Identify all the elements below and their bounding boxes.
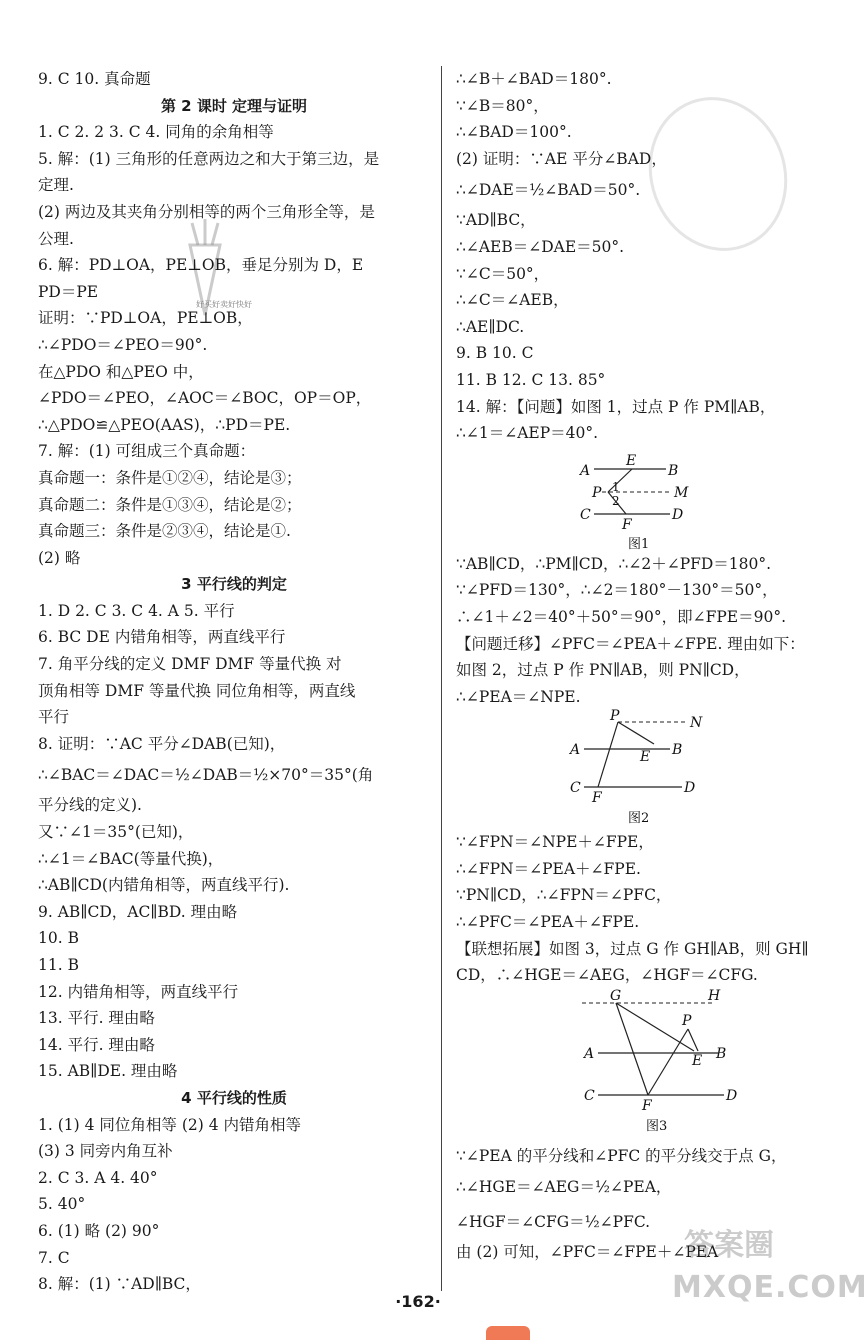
- fig3-label-F: F: [642, 1097, 652, 1114]
- answer-line: ∵∠C＝50°，: [456, 264, 550, 283]
- corner-watermark-url: MXQE.COM: [672, 1270, 868, 1305]
- right-block-a: [456, 70, 828, 443]
- corner-watermark-logo: 答案圈: [684, 1228, 774, 1263]
- column-divider: [441, 66, 442, 1291]
- fig3-label-E: E: [692, 1052, 703, 1069]
- answer-line: 又∵∠1＝35°(已知)，: [38, 823, 194, 842]
- mascot-watermark-text: 好买好卖好快好: [196, 300, 252, 309]
- answer-line: ∵AB∥CD，∴PM∥CD，∴∠2＋∠PFD＝180°.: [456, 554, 772, 573]
- answer-line: 真命题二：条件是①③④，结论是②；: [38, 495, 302, 514]
- answer-line: 顶角相等 DMF 等量代换 同位角相等，两直线: [38, 681, 356, 700]
- answer-line: ∴∠AEB＝∠DAE＝50°.: [456, 237, 625, 256]
- answer-line: ∴AE∥DC.: [456, 317, 525, 336]
- answer-line: 5. 解：(1) 三角形的任意两边之和大于第三边，是: [38, 149, 380, 168]
- fig1-label-M: M: [674, 484, 689, 501]
- answer-line: 11. B 12. C 13. 85°: [456, 370, 606, 389]
- fig3-label-C: C: [584, 1087, 595, 1104]
- right-column: [456, 70, 828, 1270]
- right-block-b: [456, 555, 828, 707]
- answer-line: 9. B 10. C: [456, 344, 534, 363]
- answer-line: 1. C 2. 2 3. C 4. 同角的余角相等: [38, 123, 274, 142]
- answer-line: 由 (2) 可知，∠PFC＝∠FPE＋∠PEA: [456, 1243, 719, 1262]
- answer-line: (3) 3 同旁内角互补: [38, 1142, 173, 1161]
- fig1-label-E: E: [626, 452, 637, 469]
- fig1-label-P: P: [592, 484, 602, 501]
- fig1-label-A: A: [580, 462, 591, 479]
- answer-line: 定理.: [38, 176, 74, 195]
- fig3-caption: 图3: [646, 1118, 668, 1134]
- answer-line: ∵∠FPN＝∠NPE＋∠FPE，: [456, 833, 654, 852]
- answer-line: 8. 证明：∵AC 平分∠DAB(已知)，: [38, 734, 286, 753]
- answer-line: ∵∠B＝80°，: [456, 96, 549, 115]
- answer-line: 7. C: [38, 1248, 70, 1267]
- answer-line: 证明：∵PD⊥OA，PE⊥OB，: [38, 309, 253, 328]
- fig3-label-G: G: [610, 987, 622, 1004]
- fig3-label-H: H: [708, 987, 721, 1004]
- answer-line: 9. AB∥CD，AC∥BD. 理由略: [38, 902, 238, 921]
- answer-line: 1. D 2. C 3. C 4. A 5. 平行: [38, 601, 235, 620]
- answer-line: ∴△PDO≌△PEO(AAS)，∴PD＝PE.: [38, 415, 291, 434]
- fig2-caption: 图2: [628, 811, 650, 827]
- answer-line: 11. B: [38, 956, 79, 974]
- fig2-label-F: F: [592, 790, 602, 807]
- answer-line: ∠HGF＝∠CFG＝½∠PFC.: [456, 1213, 651, 1232]
- answer-line: 15. AB∥DE. 理由略: [38, 1062, 178, 1081]
- fig2-label-N: N: [690, 715, 703, 732]
- fig1-label-F: F: [622, 516, 632, 533]
- answer-line: 8. 解：(1) ∵AD∥BC，: [38, 1275, 201, 1294]
- answer-line: 6. 解：PD⊥OA，PE⊥OB，垂足分别为 D，E: [38, 256, 364, 275]
- answer-line: ∴∠C＝∠AEB，: [456, 291, 569, 310]
- fig2-label-P: P: [610, 708, 620, 725]
- answer-line: ∴∠PDO＝∠PEO＝90°.: [38, 335, 208, 354]
- fig2-label-A: A: [570, 742, 581, 759]
- fig3-label-B: B: [716, 1045, 727, 1062]
- answer-line: ∴∠B＋∠BAD＝180°.: [456, 70, 612, 88]
- fig2-label-D: D: [684, 780, 696, 797]
- answer-line: 公理.: [38, 229, 74, 248]
- fig2-label-E: E: [640, 749, 651, 766]
- fig1-caption: 图1: [628, 536, 650, 552]
- answer-line: 真命题三：条件是②③④，结论是①.: [38, 522, 291, 541]
- answer-line: PD＝PE: [38, 282, 99, 301]
- fig3-label-D: D: [726, 1087, 738, 1104]
- section-heading: 4 平行线的性质: [181, 1088, 287, 1107]
- answer-line: 5. 40°: [38, 1195, 86, 1214]
- figure-2: [456, 708, 828, 829]
- right-block-d: [456, 1147, 828, 1263]
- answer-line: (2) 两边及其夹角分别相等的两个三角形全等，是: [38, 202, 375, 221]
- fig1-label-D: D: [672, 506, 684, 523]
- answer-line: ∴∠1＝∠BAC(等量代换)，: [38, 849, 224, 868]
- answer-line: (2) 证明：∵AE 平分∠BAD，: [456, 149, 667, 168]
- answer-line: 1. (1) 4 同位角相等 (2) 4 内错角相等: [38, 1115, 301, 1134]
- answer-line: 在△PDO 和△PEO 中，: [38, 362, 204, 381]
- answer-line: ∵∠PFD＝130°，∴∠2＝180°－130°＝50°，: [456, 581, 778, 600]
- fig1-label-C: C: [580, 506, 591, 523]
- answer-line: ∴∠HGE＝∠AEG＝½∠PEA，: [456, 1178, 672, 1197]
- answer-line: 7. 角平分线的定义 DMF DMF 等量代换 对: [38, 655, 342, 674]
- fig1-label-two: 2: [612, 493, 620, 508]
- answer-line: ∴∠PFC＝∠PEA＋∠FPE.: [456, 913, 640, 932]
- answer-line: ∴∠1＋∠2＝40°＋50°＝90°，即∠FPE＝90°.: [456, 607, 787, 626]
- answer-line: 12. 内错角相等，两直线平行: [38, 982, 239, 1001]
- answer-line: (2) 略: [38, 548, 81, 567]
- answer-line: 14. 解：【问题】如图 1，过点 P 作 PM∥AB，: [456, 397, 776, 416]
- right-block-c: [456, 833, 828, 985]
- answer-line: ∴AB∥CD(内错角相等，两直线平行).: [38, 876, 290, 895]
- answer-line: 平行: [38, 708, 70, 727]
- answer-line: 9. C 10. 真命题: [38, 70, 151, 88]
- page-number: ·162·: [395, 1292, 441, 1311]
- answer-line: 10. B: [38, 929, 79, 948]
- answer-line: ∴∠DAE＝½∠BAD＝50°.: [456, 181, 641, 200]
- figure-3: [456, 987, 828, 1143]
- fig3-label-A: A: [584, 1045, 595, 1062]
- fig2-label-C: C: [570, 780, 581, 797]
- answer-line: CD，∴∠HGE＝∠AEG，∠HGF＝∠CFG.: [456, 966, 758, 985]
- fig1-label-one: 1: [612, 479, 620, 494]
- fig1-label-B: B: [668, 462, 679, 479]
- answer-line: 14. 平行. 理由略: [38, 1035, 155, 1054]
- left-column: [38, 70, 430, 1302]
- figure-1: [456, 451, 828, 551]
- answer-line: ∵AD∥BC，: [456, 211, 536, 230]
- fig3-label-P: P: [682, 1012, 692, 1029]
- answer-line: ∴∠1＝∠AEP＝40°.: [456, 424, 599, 443]
- fig2-label-B: B: [672, 742, 683, 759]
- answer-line: 6. BC DE 内错角相等，两直线平行: [38, 628, 286, 647]
- section-heading: 3 平行线的判定: [181, 575, 287, 594]
- answer-line: 【问题迁移】∠PFC＝∠PEA＋∠FPE. 理由如下：: [456, 634, 805, 653]
- answer-line: 6. (1) 略 (2) 90°: [38, 1221, 160, 1240]
- answer-line: 如图 2，过点 P 作 PN∥AB，则 PN∥CD，: [456, 661, 750, 680]
- answer-line: ∴∠BAC＝∠DAC＝½∠DAB＝½×70°＝35°(角: [38, 766, 374, 785]
- answer-line: 平分线的定义).: [38, 796, 142, 815]
- answer-line: ∴∠FPN＝∠PEA＋∠FPE.: [456, 859, 641, 878]
- answer-line: 2. C 3. A 4. 40°: [38, 1168, 158, 1187]
- answer-line: 真命题一：条件是①②④，结论是③；: [38, 468, 302, 487]
- answer-line: 13. 平行. 理由略: [38, 1009, 155, 1028]
- answer-line: ∠PDO＝∠PEO，∠AOC＝∠BOC，OP＝OP，: [38, 389, 372, 408]
- answer-line: 7. 解：(1) 可组成三个真命题：: [38, 442, 256, 461]
- answer-line: 【联想拓展】如图 3，过点 G 作 GH∥AB，则 GH∥: [456, 939, 809, 958]
- answer-line: ∴∠PEA＝∠NPE.: [456, 687, 581, 706]
- answer-line: ∵∠PEA 的平分线和∠PFC 的平分线交于点 G，: [456, 1146, 787, 1165]
- answer-line: ∵PN∥CD，∴∠FPN＝∠PFC，: [456, 886, 672, 905]
- page-tab-marker: [486, 1326, 530, 1340]
- section-heading: 第 2 课时 定理与证明: [160, 96, 308, 115]
- answer-line: ∴∠BAD＝100°.: [456, 123, 572, 142]
